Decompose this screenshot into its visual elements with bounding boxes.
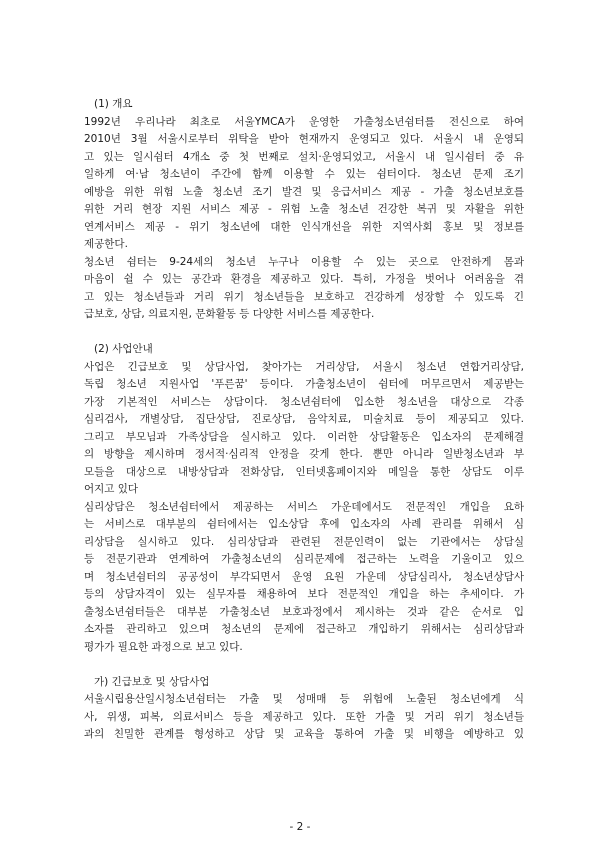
- text-line: 평가가 필요한 과정으로 보고 있다.: [84, 640, 243, 653]
- text-line: 2010년 3월 서울시로부터 위탁을 받아 현재까지 운영되고 있다. 서울시 내 운영되: [84, 133, 524, 145]
- section-program-info: [84, 341, 524, 656]
- text-line: 사업은 긴급보호 및 상담사업, 찾아가는 거리상담, 서울시 청소년 연합거리상담,: [84, 360, 524, 373]
- text-line: 등의 상담자격이 있는 실무자를 채용하여 보다 전문적인 개입을 하는 추세이다. 가: [84, 588, 524, 600]
- text-line: 모들을 대상으로 내방상담과 전화상담, 인터넷홈페이지와 메일을 통한 상담도 이루: [84, 465, 524, 478]
- text-line: 며 청소년쉼터의 공공성이 부각되면서 운영 요원 가운데 상담심리사, 청소년상담사: [84, 570, 524, 583]
- section-heading: (1) 개요: [94, 98, 133, 110]
- text-line: 1992년 우리나라 최초로 서울YMCA가 운영한 가출청소년쉼터를 전신으로 하여: [84, 115, 524, 128]
- text-line: 서울시립용산일시청소년쉼터는 가출 및 성매매 등 위험에 노출된 청소년에게 식: [84, 693, 524, 705]
- text-line: 어지고 있다: [84, 483, 139, 495]
- page-number: - 2 -: [289, 821, 311, 833]
- text-line: 제공한다.: [84, 238, 128, 250]
- text-line: 의 방향을 제시하며 정서적·심리적 안정을 갖게 한다. 뿐만 아니라 일반청소년과 부: [84, 448, 524, 460]
- text-line: 심리검사, 개별상담, 집단상담, 진로상담, 음악치료, 미술치료 등이 제공되고 있다.: [84, 413, 524, 425]
- text-line: 연계서비스 제공 - 위기 청소년에 대한 인식개선을 위한 지역사회 홍보 및 정보를: [84, 220, 524, 233]
- text-line: 과의 친밀한 관계를 형성하고 상담 및 교육을 통하여 가출 및 비행을 예방하고 있: [84, 728, 524, 740]
- text-line: 마음이 쉴 수 있는 공간과 환경을 제공하고 있다. 특히, 가정을 벗어나 어려움을 겪: [84, 273, 524, 285]
- text-line: 심리상담은 청소년쉼터에서 제공하는 서비스 가운데에서도 전문적인 개입을 요하: [84, 500, 524, 513]
- section-emergency-protection: [84, 674, 524, 744]
- paragraph: [84, 691, 524, 744]
- section-heading: 가) 긴급보호 및 상담사업: [94, 675, 210, 688]
- text-line: 출청소년쉼터들은 대부분 가출청소년 보호과정에서 제시하는 것과 같은 순서로 입: [84, 605, 524, 618]
- text-line: 청소년 쉼터는 9-24세의 청소년 누구나 이용할 수 있는 곳으로 안전하게 몸과: [84, 255, 524, 268]
- text-line: 고 있는 일시쉼터 4개소 중 첫 번째로 설치·운영되었고, 서울시 내 일시쉼터 중 유: [84, 150, 524, 163]
- paragraph: [84, 114, 524, 254]
- text-line: 는 서비스로 대부분의 쉼터에서는 입소상담 후에 입소자의 사례 관리를 위해서 심: [84, 518, 524, 530]
- section-heading: (2) 사업안내: [94, 343, 153, 355]
- text-line: 일하게 여·남 청소년이 주간에 함께 이용할 수 있는 쉼터이다. 청소년 문제 조기: [84, 168, 524, 180]
- text-line: 리상담을 실시하고 있다. 심리상담과 관련된 전문인력이 없는 기관에서는 상담실: [84, 535, 524, 548]
- paragraph: [84, 359, 524, 499]
- paragraph: [84, 499, 524, 657]
- paragraph: [84, 254, 524, 324]
- text-line: 독립 청소년 지원사업 '푸른꿈' 등이다. 가출청소년이 쉼터에 머무르면서 제공받는: [84, 378, 524, 390]
- text-line: 예방을 위한 위험 노출 청소년 조기 발견 및 응급서비스 제공 - 가출 청소년보호를: [84, 185, 524, 198]
- text-line: 등 전문기관과 연계하여 가출청소년의 심리문제에 접근하는 노력을 기울이고 있으: [84, 553, 524, 565]
- section-overview: [84, 96, 524, 324]
- text-line: 그리고 부모님과 가족상담을 실시하고 있다. 이러한 상담활동은 입소자의 문제해결: [84, 430, 524, 443]
- text-line: 고 있는 청소년들과 거리 위기 청소년들을 보호하고 건강하게 성장할 수 있도록 긴: [84, 290, 524, 303]
- text-line: 가장 기본적인 서비스는 상담이다. 청소년쉼터에 입소한 청소년을 대상으로 각종: [84, 395, 524, 408]
- text-line: 급보호, 상담, 의료지원, 문화활동 등 다양한 서비스를 제공한다.: [84, 308, 375, 320]
- document-body: [84, 96, 524, 744]
- text-line: 사, 위생, 피복, 의료서비스 등을 제공하고 있다. 또한 가출 및 거리 위기 청소년들: [84, 710, 524, 723]
- text-line: 위한 거리 현장 지원 서비스 제공 - 위험 노출 청소년 건강한 복귀 및 자활을 위한: [84, 203, 524, 215]
- text-line: 소자를 관리하고 있으며 청소년의 문제에 접근하고 개입하기 위해서는 심리상담과: [84, 623, 524, 635]
